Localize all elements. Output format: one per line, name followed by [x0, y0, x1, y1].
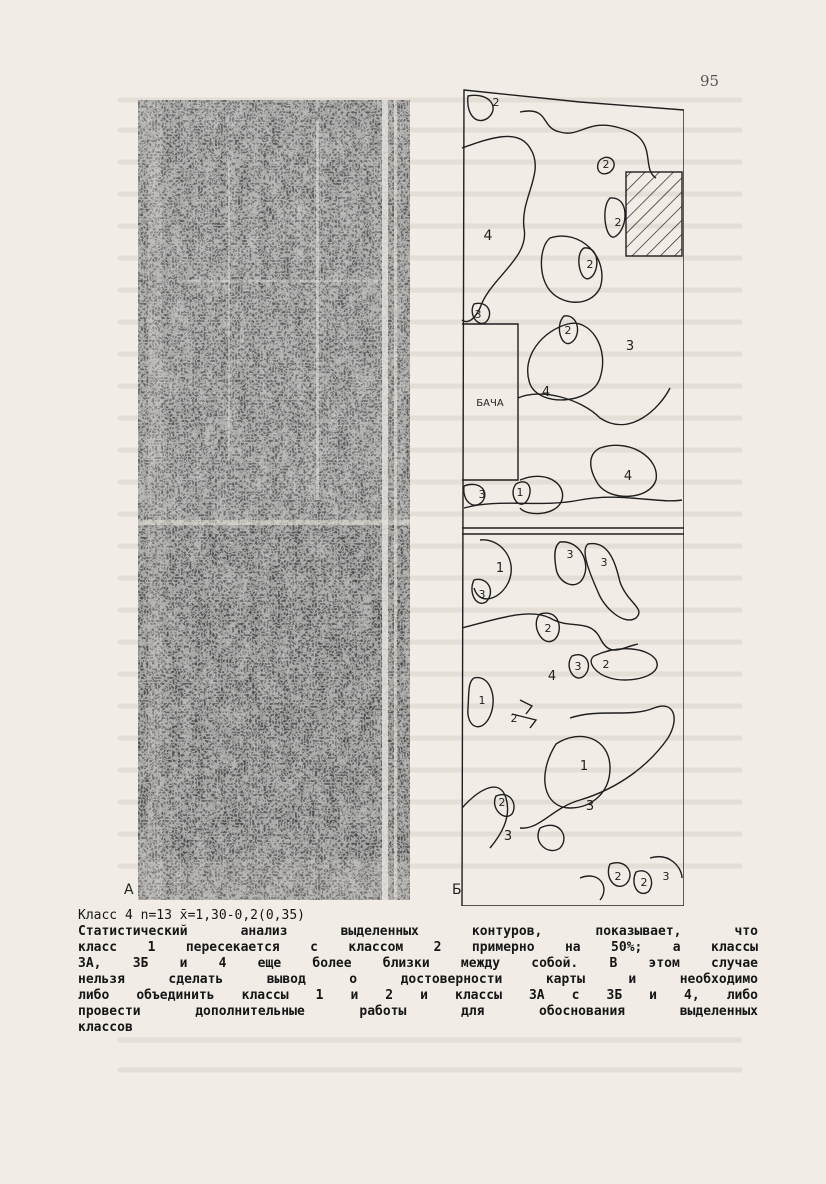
- map-label: 3: [478, 488, 486, 501]
- caption-line: провести дополнительные работы для обоснования выделенных: [78, 1004, 758, 1019]
- map-label: 2: [640, 876, 648, 889]
- map-label: 3: [474, 308, 482, 321]
- map-label: 2: [614, 216, 622, 229]
- aerial-photo: [138, 100, 410, 900]
- map-label: 4: [483, 228, 493, 244]
- map-label: 2: [510, 712, 518, 725]
- map-label: 2: [586, 258, 594, 271]
- caption-line: либо объединить классы 1 и 2 и классы 3А с 3Б и 4, либо: [78, 988, 758, 1003]
- map-label: 4: [547, 669, 557, 684]
- caption-line: класс 1 пересекается с классом 2 примерно на 50%; а классы: [78, 940, 758, 955]
- map-label: 2: [498, 796, 506, 809]
- contour-map: [460, 88, 684, 906]
- map-label: 4: [623, 469, 633, 484]
- map-label: 1: [579, 759, 589, 774]
- map-label: 3: [574, 660, 582, 673]
- map-label: 2: [614, 870, 622, 883]
- map-label: 3: [566, 548, 574, 561]
- panel-b-label: Б: [452, 882, 462, 898]
- class-statistics-line: Класс 4 n=13 x̄=1,30-0,2(0,35): [78, 908, 305, 923]
- basin-label: БАЧА: [476, 398, 504, 409]
- map-label: 3: [625, 339, 635, 354]
- map-label: 3: [503, 829, 513, 844]
- map-label: 1: [478, 694, 486, 707]
- map-label: 3: [478, 588, 486, 601]
- map-label: 3: [600, 556, 608, 569]
- map-label: 4: [541, 385, 551, 400]
- figure-caption: [78, 908, 758, 1036]
- caption-line: 3А, 3Б и 4 еще более близки между собой. В этом случае: [78, 956, 758, 971]
- map-label: 1: [516, 486, 524, 499]
- caption-line: Статистический анализ выделенных контуров, показывает, что: [78, 924, 758, 939]
- map-label: 2: [602, 158, 610, 171]
- caption-line: классов: [78, 1020, 133, 1035]
- panel-a-label: А: [124, 882, 134, 898]
- caption-line: нельзя сделать вывод о достоверности карты и необходимо: [78, 972, 758, 987]
- map-label: 3: [662, 870, 670, 883]
- page-number: 95: [700, 72, 720, 90]
- map-label: 2: [602, 658, 610, 671]
- map-label: 1: [495, 561, 505, 576]
- map-label: 3: [585, 799, 595, 814]
- map-label: 2: [492, 96, 500, 109]
- map-label: 2: [564, 324, 572, 337]
- map-label: 2: [544, 622, 552, 635]
